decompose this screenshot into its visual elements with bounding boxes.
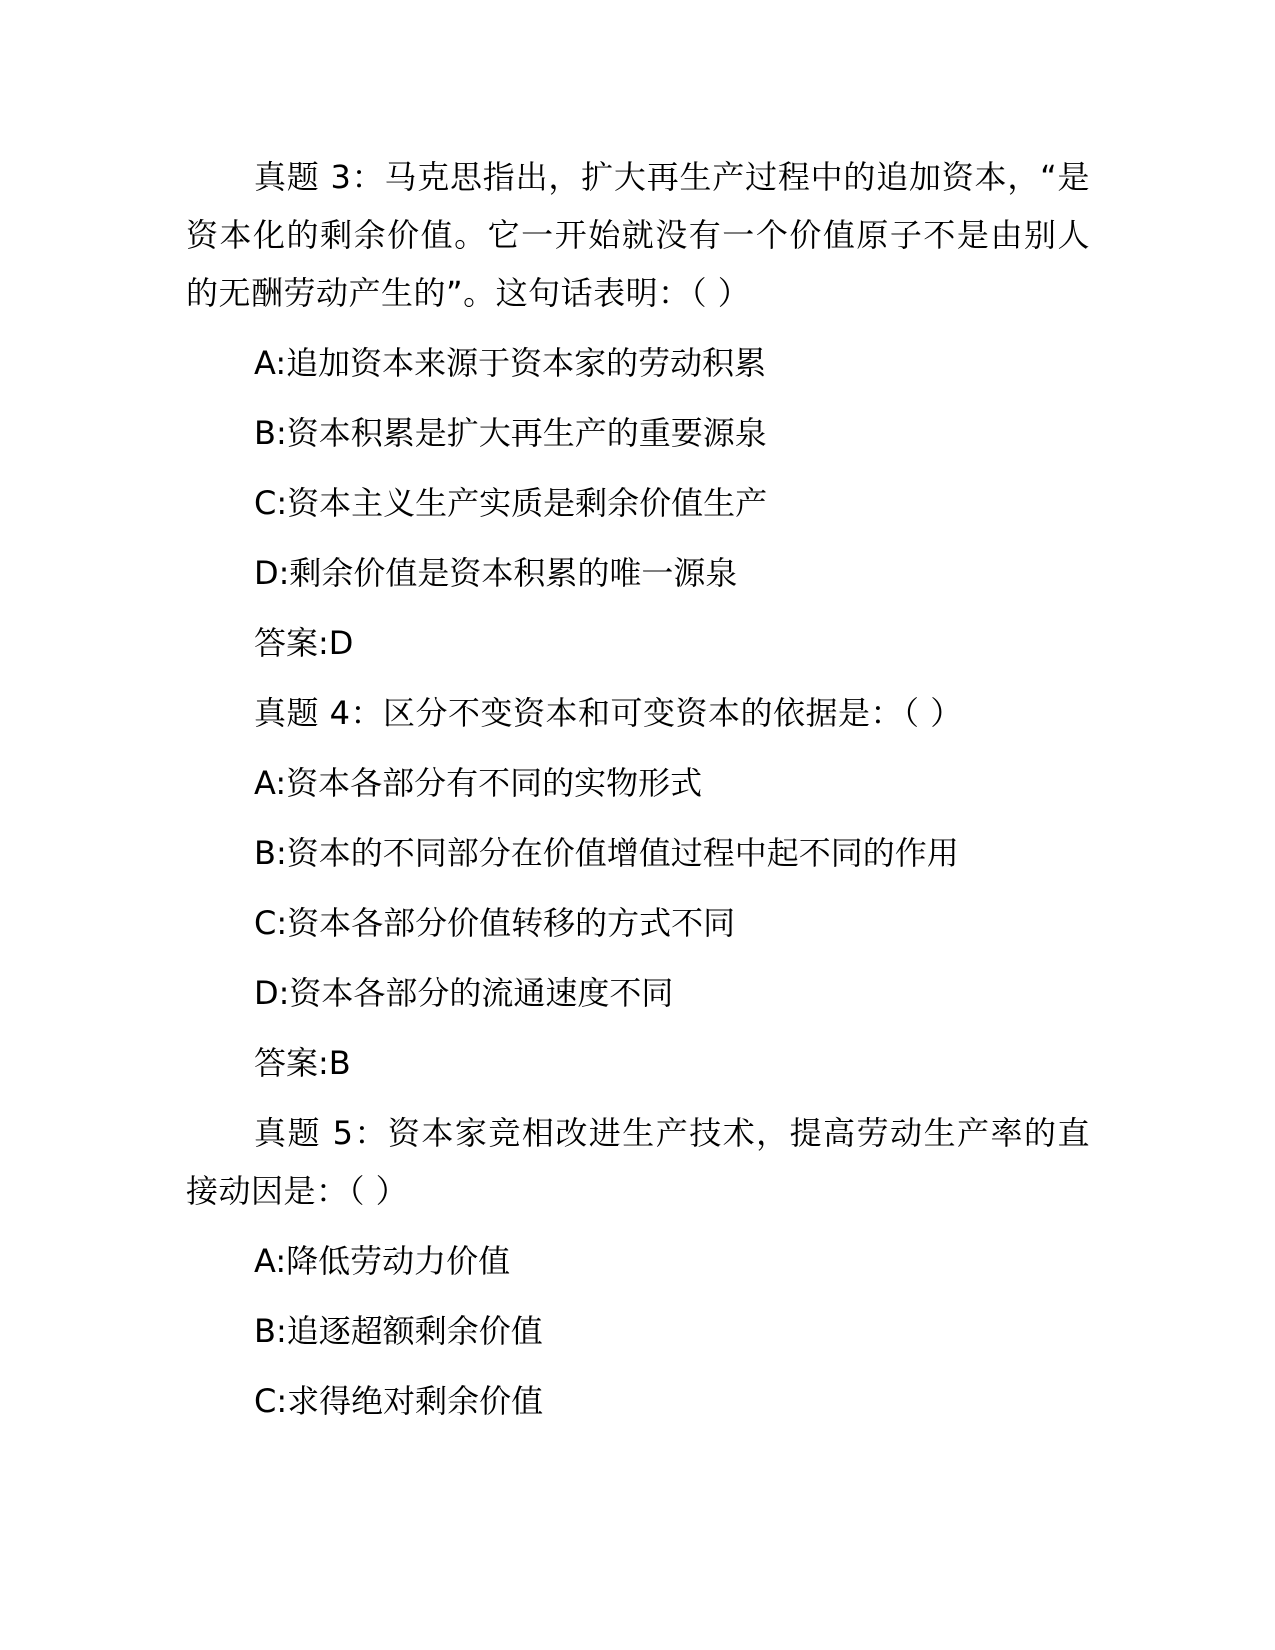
question-3-option-c: C:资本主义生产实质是剩余价值生产 bbox=[254, 484, 768, 522]
question-5-option-c: C:求得绝对剩余价值 bbox=[254, 1382, 544, 1420]
question-4-stem: 真题 4：区分不变资本和可变资本的依据是：（ ） bbox=[254, 694, 963, 732]
question-5-option-b: B:追逐超额剩余价值 bbox=[254, 1312, 543, 1350]
question-3-option-b: B:资本积累是扩大再生产的重要源泉 bbox=[254, 414, 767, 452]
question-4-option-b: B:资本的不同部分在价值增值过程中起不同的作用 bbox=[254, 834, 959, 872]
question-3-option-d: D:剩余价值是资本积累的唯一源泉 bbox=[254, 554, 738, 592]
document-body bbox=[186, 148, 1090, 1442]
question-4-option-c: C:资本各部分价值转移的方式不同 bbox=[254, 904, 736, 942]
question-5-stem: 真题 5：资本家竞相改进生产技术，提高劳动生产率的直接动因是：（ ） bbox=[186, 1114, 1090, 1210]
question-3-stem: 真题 3：马克思指出，扩大再生产过程中的追加资本，“是资本化的剩余价值。它一开始就没有一个价值原子不是由别人的无酬劳动产生的”。这句话表明：（ ） bbox=[186, 158, 1090, 312]
question-3-answer: 答案:D bbox=[254, 624, 354, 662]
question-3-option-a: A:追加资本来源于资本家的劳动积累 bbox=[254, 344, 767, 382]
question-4-option-d: D:资本各部分的流通速度不同 bbox=[254, 974, 674, 1012]
question-5-option-a: A:降低劳动力价值 bbox=[254, 1242, 511, 1280]
question-4-option-a: A:资本各部分有不同的实物形式 bbox=[254, 764, 703, 802]
question-4-answer: 答案:B bbox=[254, 1044, 351, 1082]
